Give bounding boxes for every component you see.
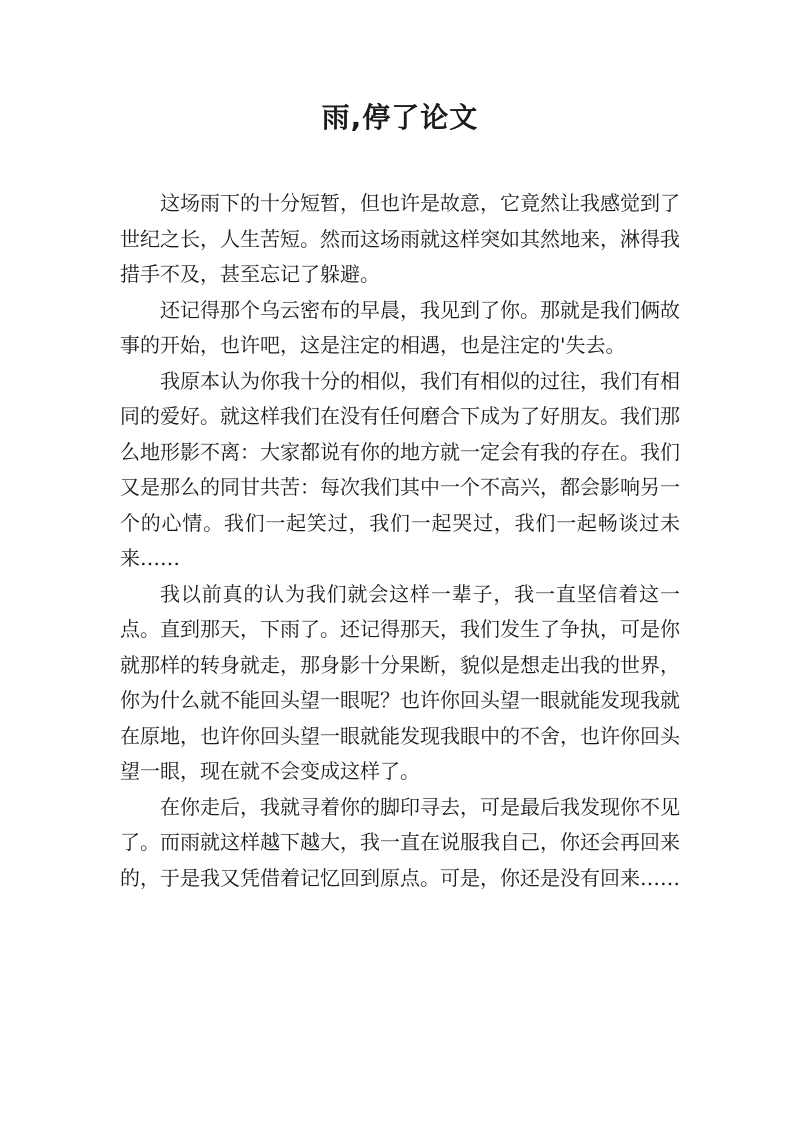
document-title: 雨,停了论文 bbox=[321, 101, 479, 134]
paragraph: 这场雨下的十分短暂，但也许是故意，它竟然让我感觉到了世纪之长，人生苦短。然而这场雨就这样突如其然地来，淋得我措手不及，甚至忘记了躲避。 bbox=[120, 191, 680, 286]
paragraph: 我以前真的认为我们就会这样一辈子，我一直坚信着这一点。直到那天，下雨了。还记得那天，我们发生了争执，可是你就那样的转身就走，那身影十分果断，貌似是想走出我的世界，你为什么就不能回头望一眼呢？也许你回头望一眼就能发现我就在原地，也许你回头望一眼就能发现我眼中的不舍，也许你回头望一眼，现在就不会变成这样了。 bbox=[120, 581, 680, 783]
document-body bbox=[120, 186, 680, 896]
paragraph: 在你走后，我就寻着你的脚印寻去，可是最后我发现你不见了。而雨就这样越下越大，我一直在说服我自己，你还会再回来的，于是我又凭借着记忆回到原点。可是，你还是没有回来…… bbox=[120, 794, 680, 890]
paragraph: 还记得那个乌云密布的早晨，我见到了你。那就是我们俩故事的开始，也许吧，这是注定的相遇，也是注定的'失去。 bbox=[120, 297, 680, 357]
paragraph: 我原本认为你我十分的相似，我们有相似的过往，我们有相同的爱好。就这样我们在没有任何磨合下成为了好朋友。我们那么地形影不离：大家都说有你的地方就一定会有我的存在。我们又是那么的同甘共苦：每次我们其中一个不高兴，都会影响另一个的心情。我们一起笑过，我们一起哭过，我们一起畅谈过未来…… bbox=[120, 368, 680, 570]
